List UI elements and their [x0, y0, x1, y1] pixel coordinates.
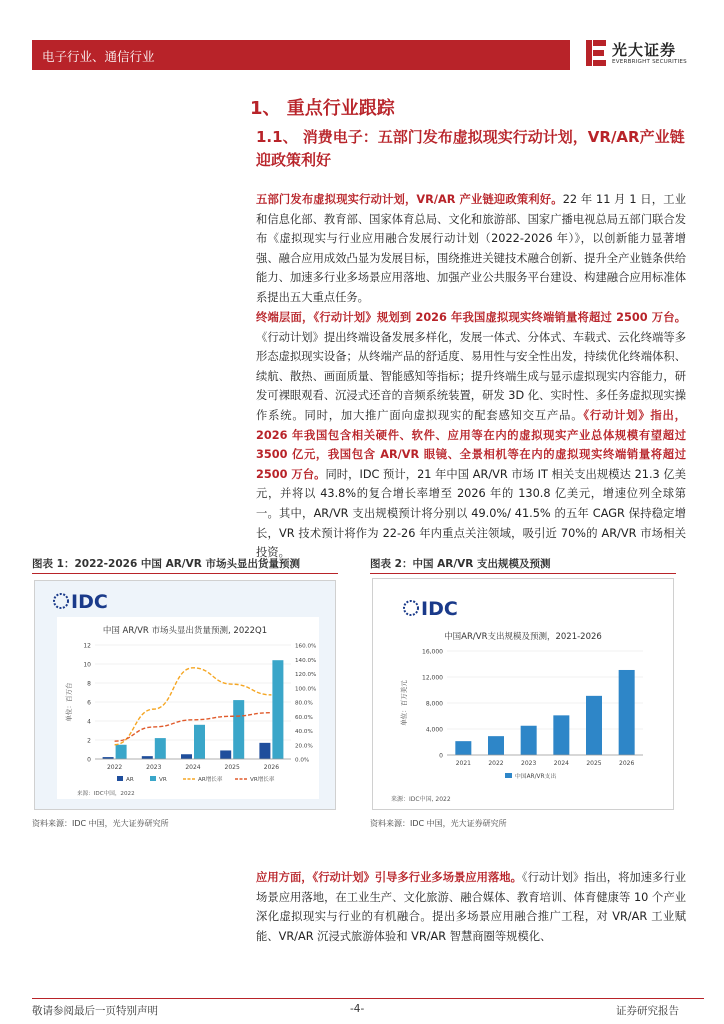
chart-2-title: 中国AR/VR支出规模及预测，2021-2026 — [444, 632, 602, 642]
paragraph-application-text: 《行动计划》指出，将加速多行业场景应用落地，在工业生产、文化旅游、融合媒体、教育培训、体育健康等 10 个产业深化虚拟现实与行业的有机融合。提出多场景应用融合推广工程，对 VR/AR 工业赋能、VR/AR 沉浸式旅游体验和 VR/AR 智慧商圈等规模化、 — [256, 871, 686, 943]
chart-1-title: 中国 AR/VR 市场头显出货量预测, 2022Q1 — [102, 626, 268, 636]
chart-2-bar — [619, 670, 635, 755]
chart-1-xtick: 2024 — [185, 764, 201, 771]
chart-1-source-note: 来源：IDC中国，2022 — [77, 791, 135, 797]
chart-1-bar-vr — [194, 725, 205, 759]
legend-vr-label: VR — [159, 777, 167, 783]
paragraph-application-highlight: 应用方面，《行动计划》引导多行业多场景应用落地。 — [256, 871, 522, 884]
chart-1-bar-vr — [116, 745, 127, 759]
legend-vr-growth-label: VR增长率 — [250, 777, 275, 783]
footer-report-type: 证券研究报告 — [616, 1005, 679, 1017]
chart-1-ylabel: 单位：百万台 — [65, 682, 73, 722]
chart-2-xtick: 2021 — [455, 760, 471, 767]
chart-1-ytick: 10 — [83, 661, 91, 669]
chart-2-ytick: 8,000 — [425, 700, 443, 708]
chart-1-y2tick: 40.0% — [295, 729, 313, 735]
footer-rule — [32, 998, 704, 999]
figure-1-source: 资料来源：IDC 中国，光大证券研究所 — [32, 819, 169, 828]
section-heading: 1、 重点行业跟踪 — [250, 98, 395, 119]
chart-1-bar-ar — [181, 754, 192, 759]
chart-2-ytick: 4,000 — [425, 726, 443, 734]
chart-1-bar-vr — [233, 700, 244, 759]
chart-1-ytick: 2 — [87, 737, 91, 745]
idc-logo-text: IDC — [421, 598, 458, 620]
figure-2-box — [372, 578, 674, 810]
chart-1-xtick: 2022 — [106, 764, 123, 771]
chart-2-bar — [455, 741, 471, 755]
chart-2-bar — [488, 736, 504, 755]
chart-2-spending — [373, 579, 673, 809]
chart-1-bar-ar — [259, 743, 270, 759]
chart-1-ytick: 4 — [87, 718, 91, 726]
page-number: -4- — [350, 1003, 365, 1015]
chart-1-y2tick: 80.0% — [295, 700, 313, 707]
legend-ar-label: AR — [126, 777, 134, 783]
figure-1-rule — [32, 573, 338, 574]
paragraph-terminal-highlight-1: 终端层面，《行动计划》规划到 2026 年我国虚拟现实终端销量将超过 2500 万台。 — [256, 311, 686, 324]
legend-ar-growth-label: AR增长率 — [198, 777, 223, 783]
figure-2-title: 图表 2：中国 AR/VR 支出规模及预测 — [370, 558, 551, 570]
chart-2-ytick: 0 — [439, 752, 443, 760]
chart-1-y2tick: 120.0% — [295, 672, 317, 678]
chart-2-xtick: 2026 — [619, 760, 635, 767]
legend-spending-label: 中国AR/VR支出 — [515, 774, 557, 780]
paragraph-terminal — [256, 308, 686, 563]
chart-1-ytick: 12 — [83, 642, 91, 650]
idc-globe-icon — [54, 594, 68, 608]
subsection-heading: 1.1、 消费电子：五部门发布虚拟现实行动计划，VR/AR产业链迎政策利好 — [256, 128, 685, 169]
chart-1-bar-ar — [220, 750, 231, 759]
footer-disclaimer: 敬请参阅最后一页特别声明 — [32, 1005, 158, 1017]
legend-ar-swatch — [117, 776, 123, 781]
chart-2-bar — [553, 715, 569, 755]
chart-2-xtick: 2024 — [553, 760, 569, 767]
chart-1-ytick: 0 — [87, 756, 91, 764]
paragraph-application — [256, 868, 686, 946]
paragraph-terminal-text-1: 《行动计划》提出终端设备发展多样化，发展一体式、分体式、车载式、云化终端等多形态虚拟现实设备；从终端产品的舒适度、易用性与安全性出发，持续优化终端体积、续航、散热、画面质量、智能感知等指标；提升终端生成与显示虚拟现实内容能力，研发可裸眼观看、沉浸式还音的音频系统装置，研发 3D 化、实时性、多任务虚拟现实操作系统。同时，加大推广面向虚拟现实的配套感知交互产品。 — [256, 330, 686, 422]
chart-2-bar — [521, 726, 537, 755]
legend-spending-swatch — [505, 773, 512, 778]
figure-2-rule — [370, 573, 676, 574]
paragraph-policy-highlight: 五部门发布虚拟现实行动计划，VR/AR 产业链迎政策利好。 — [256, 193, 563, 206]
legend-vr-swatch — [150, 776, 156, 781]
chart-1-ytick: 8 — [87, 680, 91, 688]
section-label: 电子行业、通信行业 — [42, 49, 155, 64]
figure-1-title: 图表 1：2022-2026 中国 AR/VR 市场头显出货量预测 — [32, 558, 300, 570]
chart-1-y2tick: 100.0% — [295, 686, 317, 693]
chart-1-xtick: 2023 — [146, 764, 162, 771]
chart-2-xtick: 2022 — [488, 760, 504, 767]
chart-2-bar — [586, 696, 602, 755]
chart-1-y2tick: 160.0% — [295, 643, 317, 650]
header-bar — [32, 40, 570, 70]
chart-1-xtick: 2025 — [224, 764, 240, 771]
chart-1-bar-ar — [142, 756, 153, 759]
chart-1-y2tick: 0.0% — [295, 757, 310, 764]
paragraph-policy-text: 22 年 11 月 1 日，工业和信息化部、教育部、国家体育总局、文化和旅游部、国家广播电视总局五部门联合发布《虚拟现实与行业应用融合发展行动计划（2022-2026 年）》，以创新能力显著增强、融合应用成效凸显为发展目标，围绕推进关键技术融合创新、提升全产业链条供给能力、加速多行业多场景应用落地、加强产业公共服务平台建设、构建融合应用标准体系提出五大重点任务。 — [256, 193, 686, 304]
chart-2-xtick: 2023 — [521, 760, 537, 767]
idc-logo-text: IDC — [71, 591, 108, 613]
chart-1-headset-shipments — [35, 581, 335, 809]
paragraph-policy — [256, 190, 686, 308]
figure-2-source: 资料来源：IDC 中国，光大证券研究所 — [370, 819, 507, 828]
paragraph-terminal-text-2: 同时，IDC 预计，21 年中国 AR/VR 市场 IT 相关支出规模达 21.3 亿美元，并将以 43.8%的复合增长率增至 2026 年的 130.8 亿美元，增速位列全球第一。其中，AR/VR 支出规模预计将分别以 49.0%/ 41.5% 的五年 CAGR 保持稳定增长，VR 技术预计将作为 22-26 年内重点关注领域，吸引近 70%的 AR/VR 市场相关投资。 — [256, 467, 686, 560]
chart-1-bar-vr — [272, 660, 283, 759]
chart-1-xtick: 2026 — [263, 764, 280, 771]
logo-en-text: EVERBRIGHT SECURITIES — [612, 59, 687, 65]
chart-1-ytick: 6 — [87, 699, 91, 707]
paragraph-terminal-highlight-2: 《行动计划》指出，2026 年我国包含相关硬件、软件、应用等在内的虚拟现实产业总体规模有望超过 3500 亿元，我国包含 AR/VR 眼镜、全景相机等在内的虚拟现实终端销量将超过 2500 万台。 — [256, 408, 686, 481]
chart-2-ylabel: 单位：百万美元 — [400, 680, 408, 726]
logo-cn-text: 光大证券 — [612, 41, 677, 59]
chart-1-y2tick: 20.0% — [295, 743, 313, 750]
chart-1-y2tick: 60.0% — [295, 714, 313, 721]
figure-1-box — [34, 580, 336, 810]
chart-2-ytick: 16,000 — [422, 648, 443, 656]
chart-2-xtick: 2025 — [586, 760, 602, 767]
chart-2-ytick: 12,000 — [422, 674, 443, 682]
everbright-logo-icon — [584, 38, 608, 68]
company-logo — [584, 36, 704, 72]
chart-2-source-note: 来源：IDC中国, 2022 — [391, 796, 451, 803]
chart-1-bar-vr — [155, 738, 166, 759]
chart-1-y2tick: 140.0% — [295, 657, 317, 664]
idc-globe-icon — [404, 601, 418, 615]
